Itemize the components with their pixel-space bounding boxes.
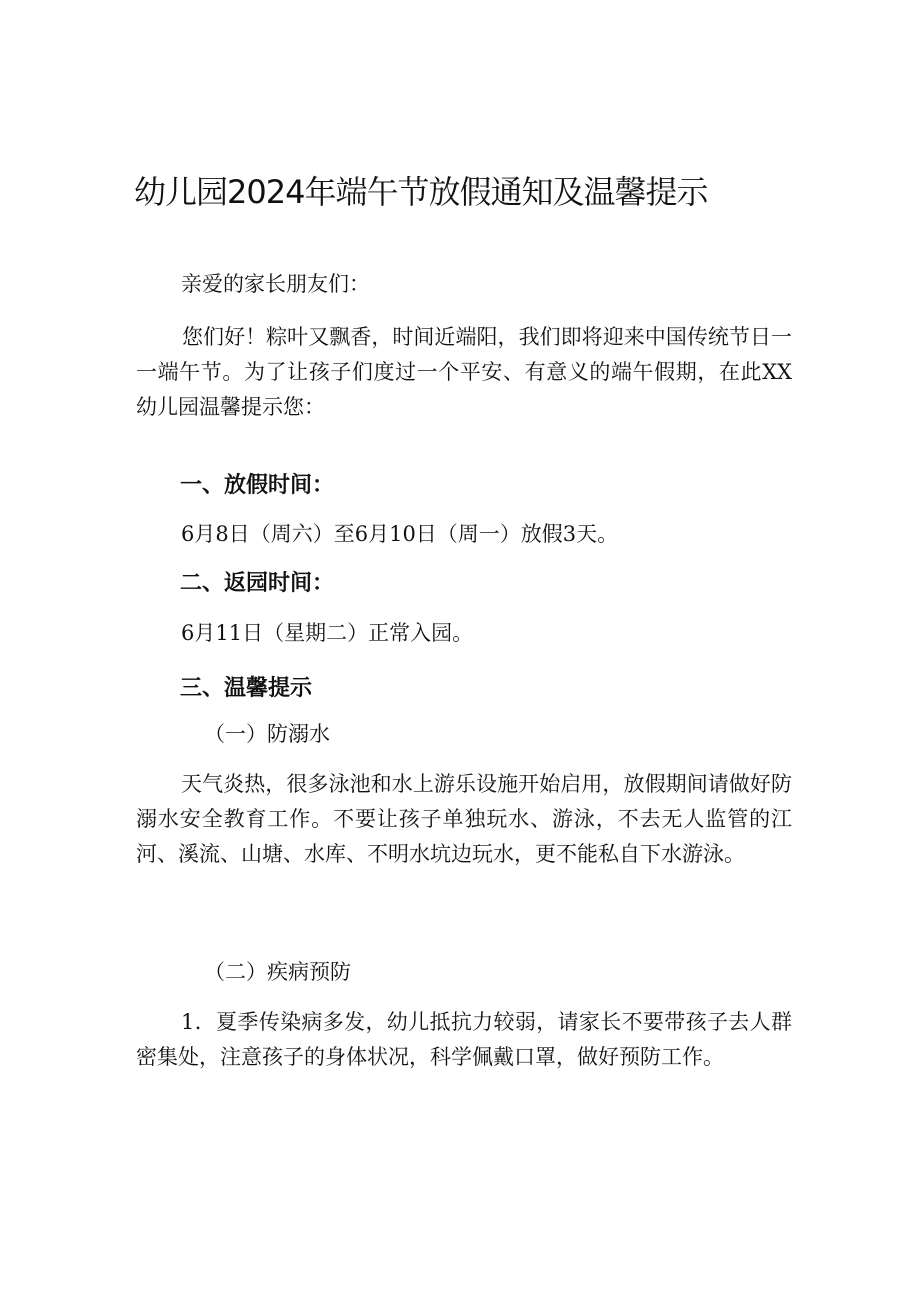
- section-heading-tips: 三、温馨提示: [180, 676, 313, 701]
- tip-subheading-disease: （二）疾病预防: [204, 960, 351, 984]
- greeting: 亲爱的家长朋友们：: [181, 272, 370, 296]
- return-time-text: 6月11日（星期二）正常入园。: [181, 621, 474, 645]
- section-heading-return-time: 二、返园时间：: [180, 571, 335, 596]
- tip-drowning-text: 天气炎热，很多泳池和水上游乐设施开始启用，放假期间请做好防溺水安全教育工作。不要让孩子单独玩水、游泳，不去无人监管的江河、溪流、山塘、水库、不明水坑边玩水，更不能私自下水游泳。: [136, 772, 792, 866]
- intro-paragraph: 您们好！粽叶又飘香，时间近端阳，我们即将迎来中国传统节日一一端午节。为了让孩子们度过一个平安、有意义的端午假期，在此XX幼儿园温馨提示您：: [136, 325, 792, 419]
- tip-disease-text: 1．夏季传染病多发，幼儿抵抗力较弱，请家长不要带孩子去人群密集处，注意孩子的身体状况，科学佩戴口罩，做好预防工作。: [136, 1010, 792, 1069]
- section-heading-holiday-time: 一、放假时间：: [180, 473, 335, 498]
- tip-subheading-drowning: （一）防溺水: [204, 722, 330, 746]
- document-title: 幼儿园2024年端午节放假通知及温馨提示: [134, 173, 708, 211]
- holiday-time-text: 6月8日（周六）至6月10日（周一）放假3天。: [181, 522, 619, 546]
